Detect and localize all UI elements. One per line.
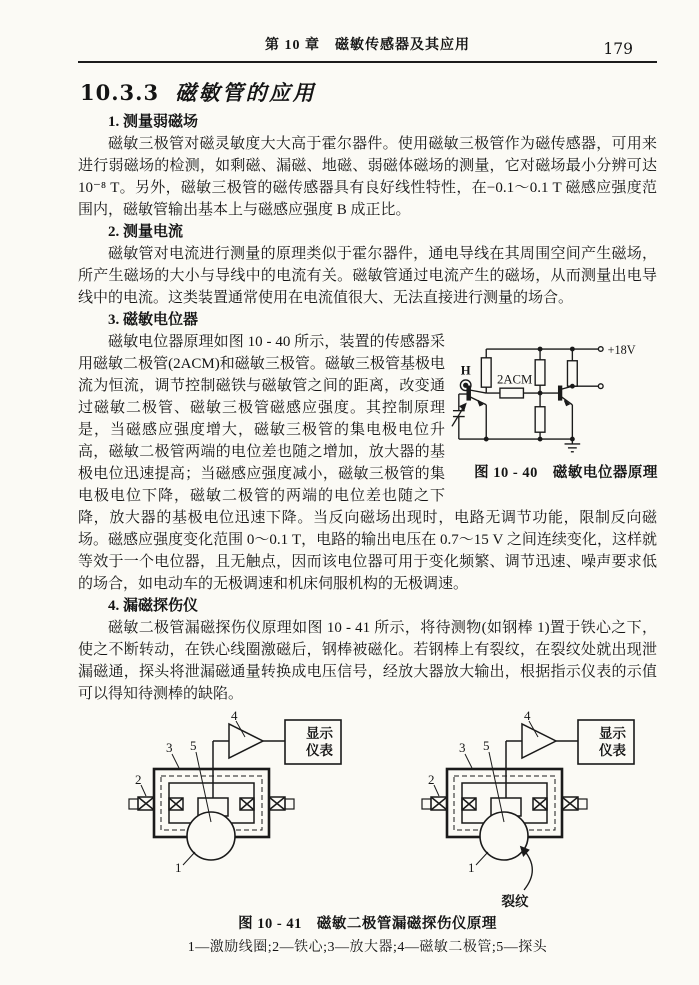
transistor-icon: [559, 386, 562, 400]
callout-4: 4: [230, 710, 237, 723]
subsection-3-block: [78, 331, 657, 595]
figure-10-40-caption: 图 10 - 40 磁敏电位器原理: [474, 465, 658, 481]
callout-1: 1: [174, 860, 181, 875]
figure-10-41-legend: 1—激励线圈;2—铁心;3—放大器;4—磁敏二极管;5—探头: [187, 940, 548, 955]
detector-diagram-left: [79, 710, 364, 886]
subsection-heading-1: 1. 测量弱磁场: [108, 114, 199, 130]
field-label: H: [460, 363, 471, 378]
resistor-icon: [481, 358, 491, 387]
page-number: 179: [603, 40, 633, 58]
display-meter-label-1: 显示: [598, 726, 626, 741]
supply-terminal: [598, 347, 603, 352]
page-content: [78, 34, 657, 956]
subsection-heading-2: 2. 测量电流: [108, 224, 184, 240]
subsection-heading-3: 3. 磁敏电位器: [108, 312, 199, 328]
paragraph-3: 磁敏电位器原理如图 10 - 40 所示，装置的传感器采用磁敏二极管(2ACM)和磁敏三极管。磁敏三极管基极电流为恒流，调节控制磁铁与磁敏管之间的距离，改变通过磁敏二极管、磁敏三极管磁感应强度。其控制原理是，当磁感应强度增大，磁敏三极管的集电极电位升高，磁敏二极管两端的电位差也随之增加，放大器的基极电位迅速提高；当磁感应强度减小，磁敏三极管的集电极电位下降，磁敏二极管的两端的电位差也随之下降，放大器的基极电位迅速下降。当反向磁场出现时，电路无调节功能，限制反向磁场。磁感应强度变化范围 0～0.1 T，电路的输出电压在 0.7～15 V 之间连续变化，这样就等效于一个电位器，且无触点，因而该电位器可用于变化频繁、调节迅速、噪声要求低的场合，如电动车的无极调速和机床伺服机构的无极调速。: [78, 334, 657, 592]
ground-icon: [565, 444, 581, 452]
figure-10-40: [451, 333, 681, 482]
header-rule: [78, 61, 657, 63]
excitation-coil-icon: [422, 797, 587, 810]
diode-type-label: 2ACM: [497, 372, 533, 387]
figure-10-41-captions: [78, 912, 657, 956]
amplifier-icon: [522, 724, 556, 758]
display-meter-label-2: 仪表: [598, 743, 626, 758]
paragraph-2: 磁敏管对电流进行测量的原理类似于霍尔器件，通电导线在其周围空间产生磁场，所产生磁场的大小与导线中的电流有关。磁敏管通过电流产生的磁场，从而测量出电导线中的电流。这类装置通常使用在电流值很大、无法直接进行测量的场合。: [78, 246, 657, 306]
magneto-diode-icon: [500, 388, 523, 398]
callout-5: 5: [482, 738, 489, 753]
resistor-icon: [567, 361, 577, 386]
callout-1: 1: [467, 860, 474, 875]
potentiometer-circuit-diagram: [451, 333, 681, 458]
page-header: [78, 34, 657, 58]
callout-2: 2: [427, 772, 434, 787]
paragraph-4: 磁敏二极管漏磁探伤仪原理如图 10 - 41 所示，将待测物(如钢棒 1)置于铁心之下，使之不断转动，在铁心线圈激磁后，钢棒被磁化。若钢棒上有裂纹，在裂纹处就出现泄漏磁通，探头将泄漏磁通量转换成电压信号，经放大器放大输出，根据指示仪表的示值可以得知待测棒的缺陷。: [78, 620, 657, 702]
callout-5: 5: [189, 738, 196, 753]
callout-2: 2: [134, 772, 141, 787]
section-heading: [80, 78, 657, 108]
magneto-transistor-icon: [467, 386, 470, 400]
callout-3: 3: [458, 740, 465, 755]
amplifier-icon: [229, 724, 263, 758]
subsection-heading-4: 4. 漏磁探伤仪: [108, 598, 199, 614]
callout-3: 3: [165, 740, 172, 755]
section-number: 10.3.3: [80, 80, 160, 105]
section-title: 磁敏管的应用: [175, 81, 317, 105]
display-meter-label-2: 仪表: [305, 743, 333, 758]
detector-diagram-right: [372, 710, 657, 910]
resistor-icon: [535, 407, 545, 432]
figure-10-41: [78, 710, 657, 956]
paragraph-1: 磁敏三极管对磁灵敏度大大高于霍尔器件。使用磁敏三极管作为磁传感器，可用来进行弱磁场的检测，如剩磁、漏磁、地磁、弱磁体磁场的测量，它对磁场最小分辨可达 10⁻⁸ T。另外，磁敏三极管的磁传感器具有良好线性特性，在−0.1～0.1 T 磁感应强度范围内，磁敏管输出基本上与磁感应强度 B 成正比。: [78, 136, 657, 218]
excitation-coil-icon: [129, 797, 294, 810]
display-meter-label-1: 显示: [305, 726, 333, 741]
figure-10-41-diagrams: [78, 710, 657, 910]
crack-label: 裂纹: [501, 894, 528, 909]
supply-voltage-label: +18V: [607, 342, 636, 357]
figure-10-41-caption: 图 10 - 41 磁敏二极管漏磁探伤仪原理: [238, 916, 497, 932]
resistor-icon: [535, 360, 545, 385]
output-terminal: [598, 384, 603, 389]
chapter-title: 第 10 章 磁敏传感器及其应用: [265, 38, 470, 53]
callout-4: 4: [523, 710, 530, 723]
